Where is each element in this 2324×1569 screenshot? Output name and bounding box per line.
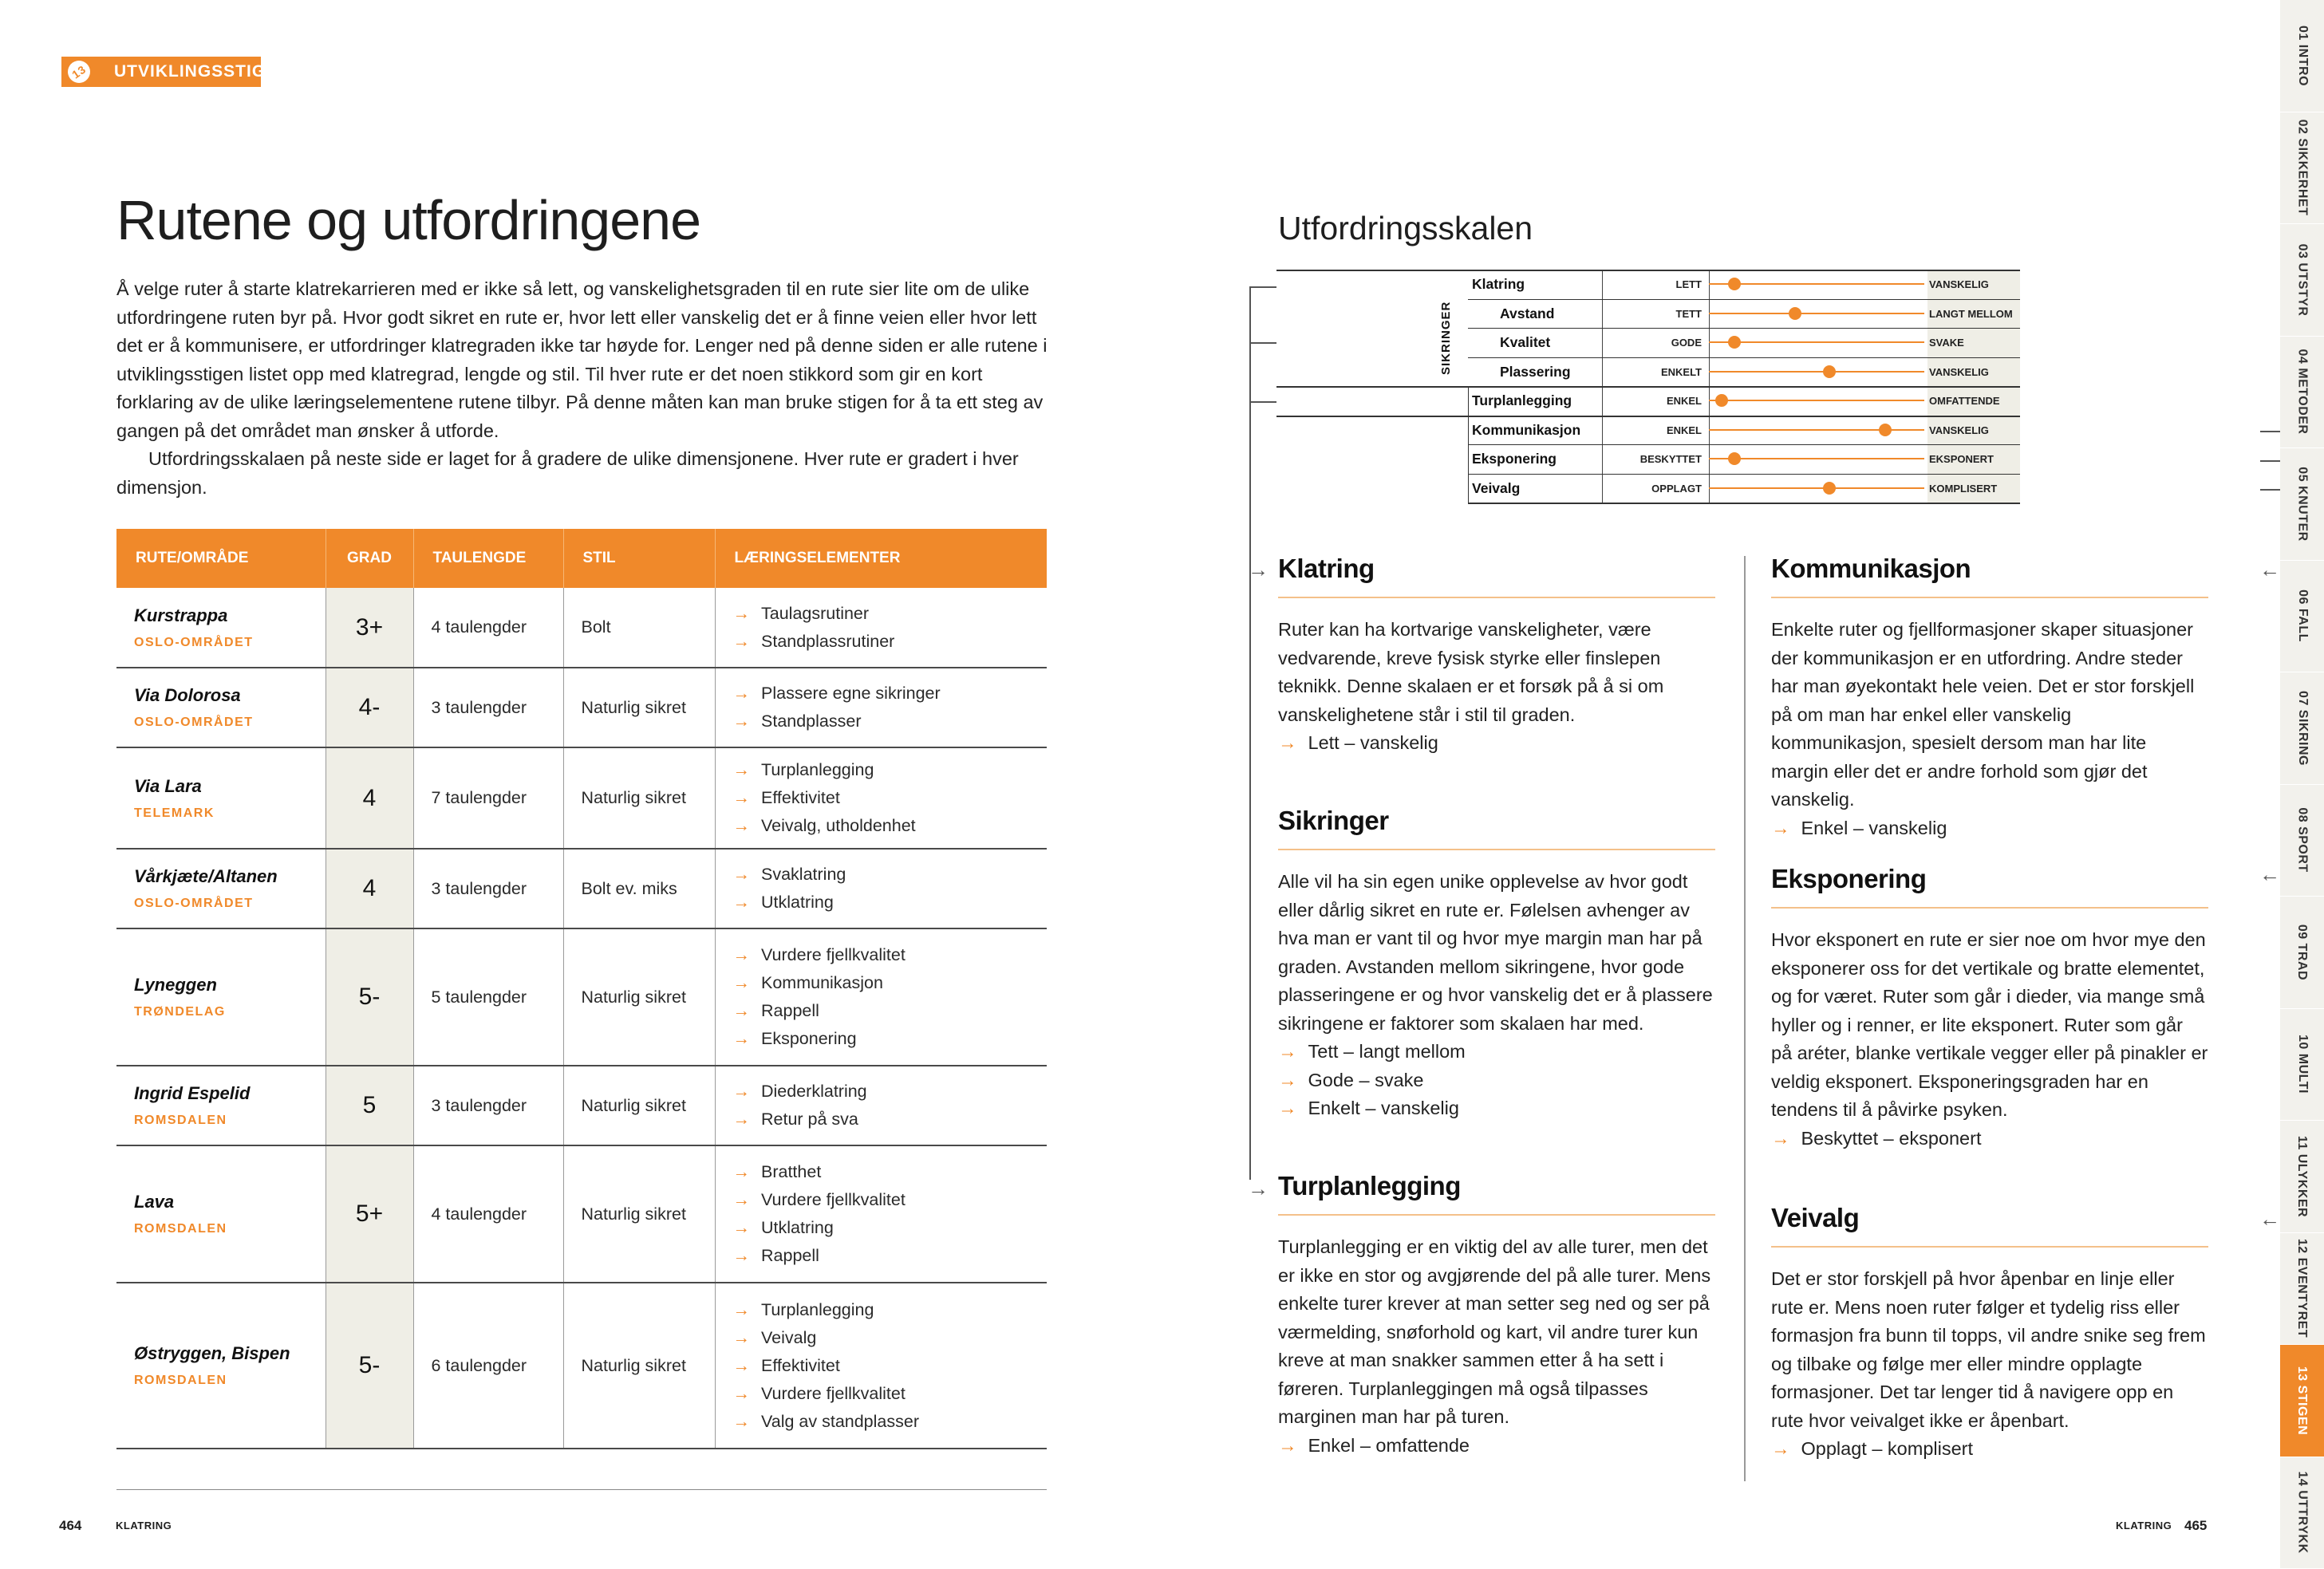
scale-track bbox=[1709, 458, 1924, 459]
route-name: Vårkjæte/Altanen bbox=[134, 866, 278, 886]
length-cell: 7 taulengder bbox=[413, 747, 563, 849]
table-row bbox=[116, 588, 1047, 668]
scale-grid-line bbox=[1468, 386, 1469, 503]
length-cell: 6 taulengder bbox=[413, 1283, 563, 1449]
scale-marker bbox=[1728, 278, 1741, 290]
scale-range-item: → Lett – vanskelig bbox=[1278, 729, 1715, 758]
scale-row bbox=[1276, 416, 2018, 445]
learning-element: → Retur på sva bbox=[733, 1106, 1048, 1133]
chapter-tab[interactable] bbox=[2280, 1233, 2324, 1346]
scale-high-label: VANSKELIG bbox=[1929, 424, 1989, 436]
learning-elements-list bbox=[733, 748, 1048, 848]
chapter-tabs bbox=[2280, 0, 2324, 1569]
scale-track bbox=[1709, 429, 1924, 431]
section-veivalg bbox=[1771, 1203, 2208, 1464]
scale-marker bbox=[1789, 307, 1801, 320]
table-row bbox=[116, 1145, 1047, 1283]
scale-high-label: KOMPLISERT bbox=[1929, 482, 1998, 495]
bracket-left-tick-2 bbox=[1249, 342, 1276, 344]
scale-marker bbox=[1728, 336, 1741, 349]
section-title: Turplanlegging bbox=[1278, 1171, 1461, 1200]
scale-low-label: TETT bbox=[1675, 307, 1702, 320]
learning-element: → Turplanlegging bbox=[733, 756, 1048, 784]
chapter-tab[interactable] bbox=[2280, 112, 2324, 225]
col-header-grade: GRAD bbox=[326, 529, 413, 588]
scale-low-label: GODE bbox=[1671, 337, 1702, 349]
section-rule bbox=[1278, 597, 1715, 598]
chapter-tab-label: 04 METODER bbox=[2295, 349, 2310, 435]
learning-elements-list bbox=[733, 1150, 1048, 1278]
route-name: Østryggen, Bispen bbox=[134, 1343, 290, 1363]
scale-rule bbox=[1468, 357, 2020, 358]
style-cell: Naturlig sikret bbox=[563, 668, 715, 747]
section-rule bbox=[1771, 1246, 2208, 1248]
length-cell: 4 taulengder bbox=[413, 1145, 563, 1283]
intro-paragraph-1: Å velge ruter å starte klatrekarrieren med er ikke så lett, og vanskelighetsgraden til en rute sier lite om de ulike utfordringene ruten byr på. Hvor godt sikret en rute er, hvor lett eller vanskelig det er å finne veien eller hvor lett det er å kommunisere, er utfordringer klatregraden ikke tar høyde for. Lenger ned på denne siden er alle rutene i utviklingsstigen listet opp med klatregrad, lengde og stil. Til hver rute er det noen stikkord som gir en kort forklaring av de ulike læringselementene rutene tilbyr. På denne måten kan man bruke stigen for å ta ett steg av gangen på det området man ønsker å utforde. bbox=[116, 278, 1048, 441]
scale-marker bbox=[1728, 452, 1741, 465]
table-row bbox=[116, 849, 1047, 928]
learning-elements-list bbox=[733, 933, 1048, 1061]
scale-title: Utfordringsskalen bbox=[1278, 210, 1533, 246]
chapter-tab[interactable] bbox=[2280, 1121, 2324, 1233]
scale-high-label: SVAKE bbox=[1929, 337, 1964, 349]
scale-dimension: Eksponering bbox=[1472, 451, 1557, 467]
section-scale-list bbox=[1278, 729, 1715, 758]
length-cell: 5 taulengder bbox=[413, 928, 563, 1066]
learning-element: → Standplasser bbox=[733, 708, 1048, 735]
route-name: Via Lara bbox=[134, 775, 202, 796]
table-row bbox=[116, 1066, 1047, 1145]
length-cell: 3 taulengder bbox=[413, 668, 563, 747]
scale-marker bbox=[1879, 424, 1892, 436]
elements-cell bbox=[715, 588, 1047, 668]
section-scale-list bbox=[1278, 1038, 1715, 1123]
learning-elements-list bbox=[733, 592, 1048, 664]
grade-cell: 3+ bbox=[326, 588, 413, 668]
arrow-left-icon: ← bbox=[2259, 1207, 2280, 1231]
scale-low-label: ENKEL bbox=[1666, 395, 1702, 407]
chapter-tab-label: 01 INTRO bbox=[2295, 25, 2310, 86]
col-header-length: TAULENGDE bbox=[413, 529, 563, 588]
scale-range-item: → Gode – svake bbox=[1278, 1066, 1715, 1095]
learning-element: → Veivalg, utholdenhet bbox=[733, 812, 1048, 840]
section-scale-list bbox=[1771, 1125, 2208, 1153]
section-rule bbox=[1771, 907, 2208, 909]
section-title: Klatring bbox=[1278, 554, 1375, 583]
chapter-label: UTVIKLINGSSTIGEN bbox=[114, 62, 291, 81]
routes-table bbox=[116, 529, 1047, 1449]
section-kommunikasjon bbox=[1771, 554, 2208, 842]
route-name: Lyneggen bbox=[134, 975, 217, 995]
table-row bbox=[116, 1283, 1047, 1449]
learning-element: → Effektivitet bbox=[733, 1352, 1048, 1380]
learning-element: → Utklatring bbox=[733, 889, 1048, 917]
scale-low-label: OPPLAGT bbox=[1651, 482, 1702, 495]
chapter-badge bbox=[61, 57, 291, 87]
chapter-tab-label: 11 ULYKKER bbox=[2295, 1135, 2310, 1217]
scale-track bbox=[1709, 341, 1924, 343]
challenge-scale bbox=[1276, 270, 2018, 503]
scale-dimension: Veivalg bbox=[1472, 479, 1521, 496]
route-cell bbox=[116, 588, 326, 668]
section-title: Kommunikasjon bbox=[1771, 554, 1971, 583]
scale-dimension: Plassering bbox=[1500, 363, 1571, 380]
arrow-left-icon: ← bbox=[2259, 558, 2280, 581]
scale-row bbox=[1276, 299, 2018, 329]
learning-elements-list bbox=[733, 1288, 1048, 1444]
column-divider bbox=[1744, 556, 1746, 1481]
grade-cell: 4 bbox=[326, 849, 413, 928]
arrow-right-icon: → bbox=[1248, 558, 1269, 581]
scale-dimension: Klatring bbox=[1472, 276, 1525, 292]
route-name: Kurstrappa bbox=[134, 605, 228, 625]
learning-element: → Svaklatring bbox=[733, 861, 1048, 889]
scale-track bbox=[1709, 487, 1924, 489]
learning-element: → Kommunikasjon bbox=[733, 969, 1048, 997]
chapter-tab[interactable] bbox=[2280, 337, 2324, 449]
scale-rule bbox=[1276, 386, 2020, 388]
style-cell: Naturlig sikret bbox=[563, 1145, 715, 1283]
scale-rule bbox=[1468, 299, 2020, 300]
scale-range-item: → Enkel – vanskelig bbox=[1771, 814, 2208, 843]
scale-row bbox=[1276, 386, 2018, 416]
route-cell bbox=[116, 1066, 326, 1145]
chapter-tab-label: 09 TRAD bbox=[2295, 924, 2310, 980]
scale-marker bbox=[1823, 365, 1836, 378]
bottom-rule bbox=[116, 1489, 1047, 1490]
scale-range-item: → Enkelt – vanskelig bbox=[1278, 1094, 1715, 1123]
elements-cell bbox=[715, 1066, 1047, 1145]
chapter-tab-label: 05 KNUTER bbox=[2295, 467, 2310, 542]
elements-cell bbox=[715, 1145, 1047, 1283]
scale-dimension: Turplanlegging bbox=[1472, 392, 1572, 408]
learning-element: → Veivalg bbox=[733, 1324, 1048, 1352]
route-area: OSLO-OMRÅDET bbox=[134, 635, 254, 649]
learning-elements-list bbox=[733, 672, 1048, 743]
style-cell: Naturlig sikret bbox=[563, 1066, 715, 1145]
chapter-tab-label: 12 EVENTYRET bbox=[2295, 1239, 2310, 1338]
grade-cell: 4 bbox=[326, 747, 413, 849]
chapter-tab[interactable] bbox=[2280, 897, 2324, 1009]
grade-cell: 5 bbox=[326, 1066, 413, 1145]
length-cell: 3 taulengder bbox=[413, 849, 563, 928]
col-header-style: STIL bbox=[563, 529, 715, 588]
arrow-right-icon: → bbox=[1248, 1177, 1269, 1200]
route-cell bbox=[116, 668, 326, 747]
learning-element: → Plassere egne sikringer bbox=[733, 680, 1048, 708]
route-area: TELEMARK bbox=[134, 806, 215, 820]
route-area: OSLO-OMRÅDET bbox=[134, 716, 254, 729]
elements-cell bbox=[715, 747, 1047, 849]
style-cell: Bolt ev. miks bbox=[563, 849, 715, 928]
chapter-number: 13 bbox=[64, 57, 95, 88]
route-cell bbox=[116, 928, 326, 1066]
scale-track bbox=[1709, 283, 1924, 285]
route-area: ROMSDALEN bbox=[134, 1374, 227, 1387]
table-row bbox=[116, 668, 1047, 747]
section-scale-list bbox=[1771, 1435, 2208, 1464]
route-area: ROMSDALEN bbox=[134, 1114, 227, 1127]
scale-high-label: VANSKELIG bbox=[1929, 365, 1989, 378]
elements-cell bbox=[715, 849, 1047, 928]
style-cell: Bolt bbox=[563, 588, 715, 668]
section-rule bbox=[1278, 1214, 1715, 1216]
page-number-right: 465 bbox=[2184, 1518, 2208, 1533]
chapter-tab-label: 06 FALL bbox=[2295, 589, 2310, 643]
scale-range-item: → Opplagt – komplisert bbox=[1771, 1435, 2208, 1464]
scale-high-label: LANGT MELLOM bbox=[1929, 307, 2013, 320]
style-cell: Naturlig sikret bbox=[563, 1283, 715, 1449]
learning-element: → Effektivitet bbox=[733, 784, 1048, 812]
section-sikringer bbox=[1278, 806, 1715, 1123]
learning-element: → Eksponering bbox=[733, 1025, 1048, 1053]
route-area: TRØNDELAG bbox=[134, 1005, 226, 1019]
scale-track bbox=[1709, 400, 1924, 401]
chapter-tab[interactable] bbox=[2280, 1457, 2324, 1569]
chapter-tab[interactable] bbox=[2280, 785, 2324, 897]
learning-element: → Vurdere fjellkvalitet bbox=[733, 941, 1048, 969]
scale-dimension: Kommunikasjon bbox=[1472, 421, 1581, 438]
section-body: Ruter kan ha kortvarige vanskeligheter, være vedvarende, kreve fysisk styrke eller finslepen teknikk. Denne skalaen er et forsøk på å si om vanskelighetene står i stil til graden. bbox=[1278, 619, 1664, 725]
learning-element: → Standplassrutiner bbox=[733, 628, 1048, 656]
section-eksponering bbox=[1771, 864, 2208, 1153]
section-body: Hvor eksponert en rute er sier noe om hvor mye den eksponerer oss for det vertikale og bratte elementet, og for været. Ruter som går i dieder, via mange små hyller og i renner, er lite eksponert. Ruter som går på aréter, blanke vertikale vegger eller på pinakler er veldig eksponert. Eksponeringsgraden har en tendens til å påvirke psyken. bbox=[1771, 929, 2208, 1120]
grade-cell: 5- bbox=[326, 1283, 413, 1449]
scale-low-label: ENKELT bbox=[1660, 365, 1702, 378]
scale-low-label: LETT bbox=[1675, 278, 1702, 290]
scale-marker bbox=[1715, 394, 1728, 407]
route-area: OSLO-OMRÅDET bbox=[134, 897, 254, 910]
scale-range-item: → Beskyttet – eksponert bbox=[1771, 1125, 2208, 1153]
sikringer-group-label: SIKRINGER bbox=[1439, 301, 1453, 375]
grade-cell: 5- bbox=[326, 928, 413, 1066]
learning-element: → Turplanlegging bbox=[733, 1296, 1048, 1324]
section-rule bbox=[1771, 597, 2208, 598]
route-cell bbox=[116, 1145, 326, 1283]
chapter-tab[interactable] bbox=[2280, 448, 2324, 561]
scale-high-label: EKSPONERT bbox=[1929, 453, 1994, 465]
elements-cell bbox=[715, 928, 1047, 1066]
learning-elements-list bbox=[733, 853, 1048, 924]
chapter-tab-label: 13 STIGEN bbox=[2295, 1366, 2310, 1435]
scale-rule bbox=[1468, 474, 2020, 475]
section-turplanlegging bbox=[1278, 1171, 1715, 1460]
scale-row bbox=[1276, 357, 2018, 387]
learning-element: → Taulagsrutiner bbox=[733, 600, 1048, 628]
chapter-tab[interactable] bbox=[2280, 1345, 2324, 1457]
col-header-route: RUTE/OMRÅDE bbox=[116, 529, 326, 588]
section-rule bbox=[1278, 849, 1715, 850]
chapter-tab-label: 02 SIKKERHET bbox=[2295, 119, 2310, 216]
learning-element: → Rappell bbox=[733, 997, 1048, 1025]
learning-element: → Diederklatring bbox=[733, 1078, 1048, 1106]
learning-element: → Vurdere fjellkvalitet bbox=[733, 1186, 1048, 1214]
scale-high-label: OMFATTENDE bbox=[1929, 395, 2000, 407]
scale-rule bbox=[1276, 270, 2020, 271]
section-scale-list bbox=[1771, 814, 2208, 843]
bracket-left-tick-3 bbox=[1249, 401, 1276, 403]
scale-rule bbox=[1276, 416, 2020, 417]
style-cell: Naturlig sikret bbox=[563, 747, 715, 849]
scale-rule bbox=[1468, 328, 2020, 329]
chapter-tab-label: 07 SIKRING bbox=[2295, 690, 2310, 766]
section-title: Eksponering bbox=[1771, 864, 1927, 893]
section-title: Sikringer bbox=[1278, 806, 1389, 835]
learning-element: → Valg av standplasser bbox=[733, 1408, 1048, 1436]
chapter-tab[interactable] bbox=[2280, 0, 2324, 112]
grade-cell: 4- bbox=[326, 668, 413, 747]
route-cell bbox=[116, 849, 326, 928]
section-body: Alle vil ha sin egen unike opplevelse av hvor godt eller dårlig sikret en rute er. Følelsen avhenger av hva man er vant til og hvor mye margin man har på graden. Avstanden mellom sikringene, hvor gode plasseringene er og hvor vanskelig det er å plassere sikringene er faktorer som skalaen har med. bbox=[1278, 871, 1713, 1034]
scale-track bbox=[1709, 313, 1924, 314]
section-body: Det er stor forskjell på hvor åpenbar en linje eller rute er. Mens noen ruter følger et tydelig riss eller formasjon fra bunn til topps, vil andre snike seg frem og tilbake og følge mer eller mindre opplagte formasjoner. Det tar lenger tid å navigere opp en rute hvor veivalget ikke er åpenbart. bbox=[1771, 1268, 2206, 1431]
learning-element: → Rappell bbox=[733, 1242, 1048, 1270]
route-cell bbox=[116, 747, 326, 849]
route-cell bbox=[116, 1283, 326, 1449]
scale-low-label: ENKEL bbox=[1666, 424, 1702, 436]
chapter-tab[interactable] bbox=[2280, 1009, 2324, 1122]
section-body: Turplanlegging er en viktig del av alle turer, men det er ikke en stor og avgjørende del på alle turer. Mens enkelte turer krever at man setter seg ned og ser på værmelding, snøforhold og kart, vil andre turer kun kreve at man snakker sammen etter å ha sett i føreren. Turplanleggingen må også tilpasses marginen man har på turen. bbox=[1278, 1236, 1711, 1427]
page-title: Rutene og utfordringene bbox=[116, 189, 700, 251]
length-cell: 3 taulengder bbox=[413, 1066, 563, 1145]
scale-range-item: → Tett – langt mellom bbox=[1278, 1038, 1715, 1066]
scale-rule bbox=[1468, 444, 2020, 445]
route-name: Via Dolorosa bbox=[134, 685, 241, 705]
bracket-left-line bbox=[1249, 286, 1251, 1180]
scale-range-item: → Enkel – omfattende bbox=[1278, 1432, 1715, 1461]
route-name: Ingrid Espelid bbox=[134, 1083, 251, 1103]
footer-label-right: KLATRING bbox=[2116, 1520, 2172, 1532]
chapter-tab-label: 08 SPORT bbox=[2295, 807, 2310, 873]
learning-element: → Utklatring bbox=[733, 1214, 1048, 1242]
intro-text bbox=[116, 275, 1050, 502]
scale-low-label: BESKYTTET bbox=[1639, 453, 1702, 465]
elements-cell bbox=[715, 1283, 1047, 1449]
scale-dimension: Kvalitet bbox=[1500, 334, 1551, 350]
bracket-left-tick-1 bbox=[1249, 286, 1276, 288]
table-header-row bbox=[116, 529, 1047, 588]
route-area: ROMSDALEN bbox=[134, 1222, 227, 1236]
footer-label-left: KLATRING bbox=[116, 1520, 172, 1532]
table-row bbox=[116, 747, 1047, 849]
learning-element: → Vurdere fjellkvalitet bbox=[733, 1380, 1048, 1408]
section-klatring bbox=[1278, 554, 1715, 758]
section-title: Veivalg bbox=[1771, 1203, 1860, 1232]
arrow-left-icon: ← bbox=[2259, 862, 2280, 886]
intro-paragraph-2: Utfordringsskalaen på neste side er laget for å gradere de ulike dimensjonene. Hver rute er gradert i hver dimensjon. bbox=[116, 448, 1019, 498]
chapter-tab-label: 03 UTSTYR bbox=[2295, 243, 2310, 317]
col-header-elements: LÆRINGSELEMENTER bbox=[715, 529, 1047, 588]
section-scale-list bbox=[1278, 1432, 1715, 1461]
style-cell: Naturlig sikret bbox=[563, 928, 715, 1066]
grade-cell: 5+ bbox=[326, 1145, 413, 1283]
scale-track bbox=[1709, 371, 1924, 373]
chapter-tab[interactable] bbox=[2280, 672, 2324, 785]
scale-row bbox=[1276, 444, 2018, 474]
scale-rule bbox=[1468, 503, 2020, 504]
chapter-tab[interactable] bbox=[2280, 561, 2324, 673]
page-number-left: 464 bbox=[59, 1518, 82, 1533]
scale-marker bbox=[1823, 482, 1836, 495]
chapter-tab-label: 14 UTTRYKK bbox=[2295, 1471, 2310, 1554]
scale-high-label: VANSKELIG bbox=[1929, 278, 1989, 290]
section-body: Enkelte ruter og fjellformasjoner skaper situasjoner der kommunikasjon er en utfordring. Andre steder har man øyekontakt hele veien. Det er stor forskjell på om man har enkel eller vanskelig kommunikasjon, spesielt dersom man har lite margin eller det er andre forhold som gjør det vanskelig. bbox=[1771, 619, 2195, 810]
scale-dimension: Avstand bbox=[1500, 305, 1555, 321]
table-row bbox=[116, 928, 1047, 1066]
learning-elements-list bbox=[733, 1070, 1048, 1141]
scale-row bbox=[1276, 328, 2018, 357]
learning-element: → Bratthet bbox=[733, 1158, 1048, 1186]
chapter-tab-label: 10 MULTI bbox=[2295, 1035, 2310, 1094]
scale-row bbox=[1276, 474, 2018, 503]
elements-cell bbox=[715, 668, 1047, 747]
chapter-tab[interactable] bbox=[2280, 224, 2324, 337]
scale-row bbox=[1276, 270, 2018, 299]
length-cell: 4 taulengder bbox=[413, 588, 563, 668]
route-name: Lava bbox=[134, 1192, 175, 1212]
